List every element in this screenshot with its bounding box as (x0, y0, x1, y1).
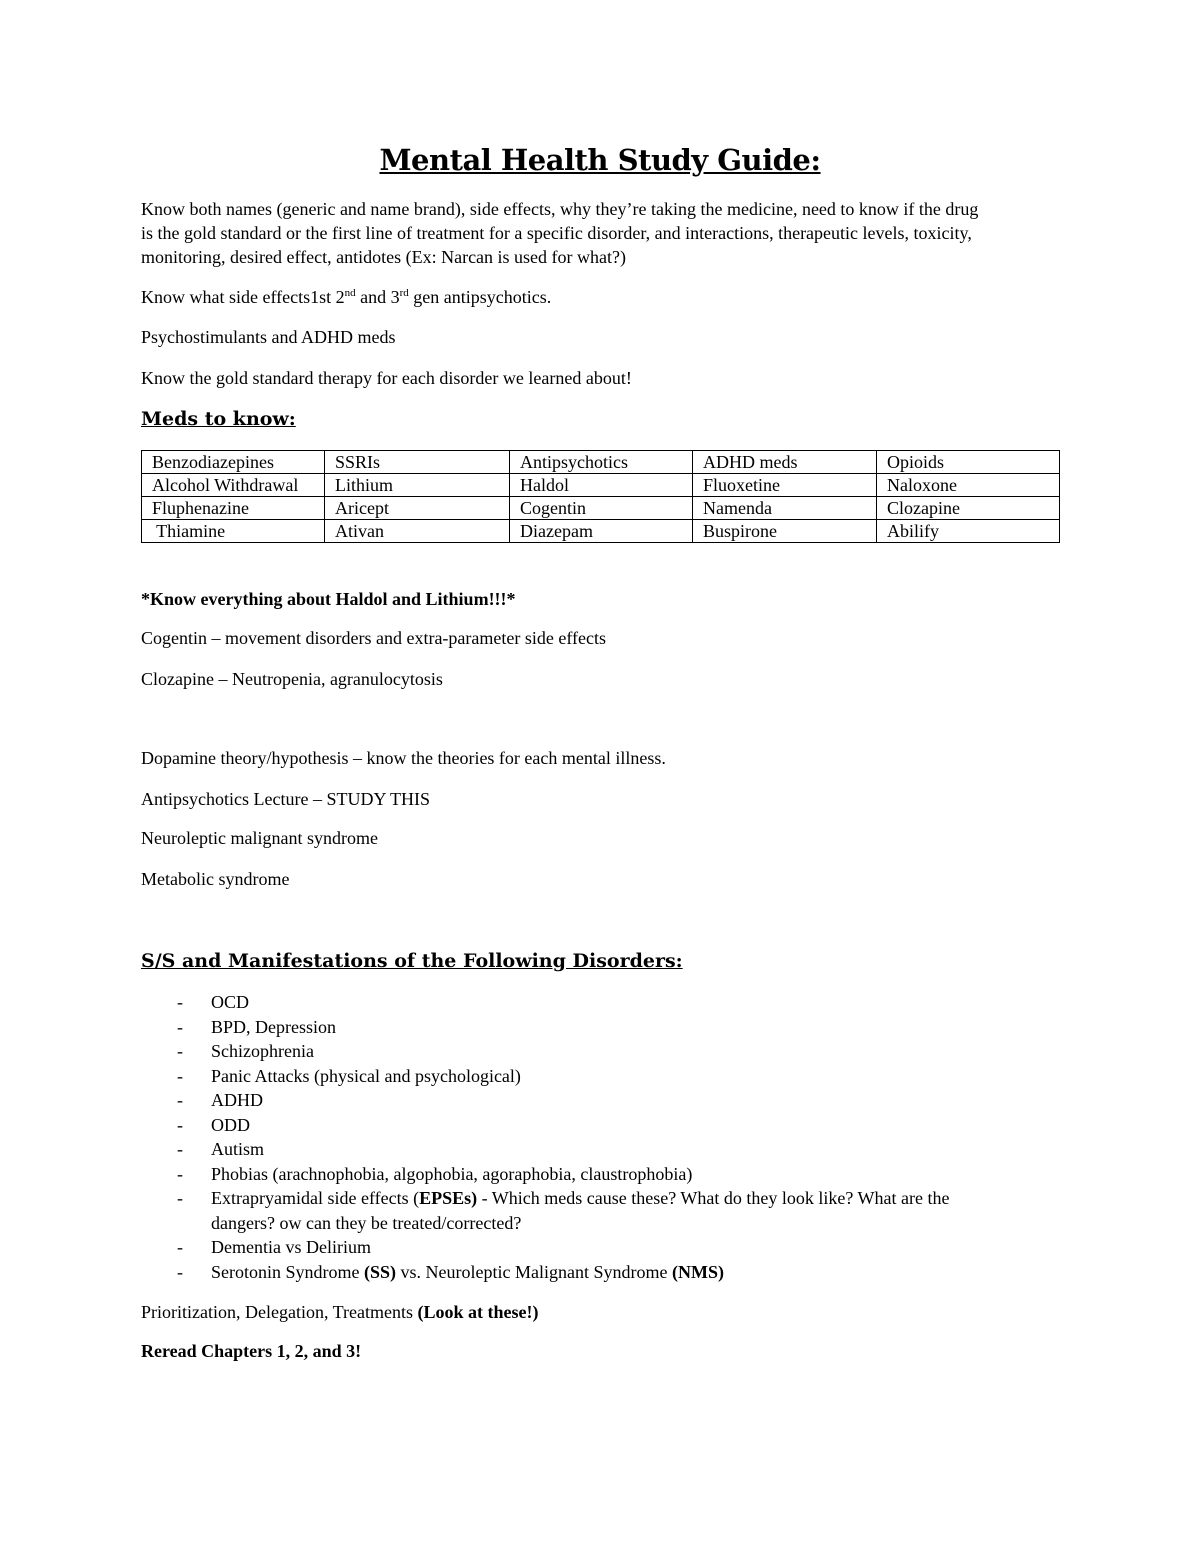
antipsychotics-note: Antipsychotics Lecture – STUDY THIS (141, 789, 430, 809)
list-item-text: Extrapryamidal side effects ( (211, 1188, 420, 1208)
list-item-text: ADHD (211, 1090, 263, 1110)
bullet-dash: - (177, 1261, 183, 1282)
intro-line-3: monitoring, desired effect, antidotes (Ex: Narcan is used for what?) (141, 247, 627, 267)
list-item (141, 1186, 1041, 1235)
table-cell: Antipsychotics (510, 451, 693, 474)
disorders-heading: S/S and Manifestations of the Following Disorders: (141, 950, 683, 972)
ss-bold: (SS) (364, 1261, 397, 1282)
table-cell: Clozapine (877, 497, 1060, 520)
table-cell: Fluoxetine (693, 474, 877, 497)
bullet-dash: - (177, 1139, 183, 1159)
list-item (141, 1039, 1041, 1064)
side-effects-prefix: Know what side effects1st 2 (141, 287, 345, 307)
table-cell: Naloxone (877, 474, 1060, 497)
table-cell: Aricept (325, 497, 510, 520)
superscript-rd: rd (399, 287, 409, 299)
intro-line-2: is the gold standard or the first line of treatment for a specific disorder, and interactions, therapeutic levels, toxicity, (141, 223, 972, 243)
epses-bold: EPSEs) (419, 1188, 478, 1208)
table-cell: ADHD meds (693, 451, 877, 474)
meds-heading: Meds to know: (141, 408, 296, 430)
table-cell: Thiamine (142, 520, 325, 543)
nms-note: Neuroleptic malignant syndrome (141, 828, 378, 848)
list-item-text: Schizophrenia (211, 1041, 314, 1061)
table-row (142, 451, 1060, 474)
list-item-text: dangers? ow can they be treated/corrected? (211, 1212, 522, 1233)
metabolic-note: Metabolic syndrome (141, 869, 290, 889)
intro-paragraph (141, 197, 1071, 269)
list-item (141, 1162, 1041, 1187)
list-item-text: BPD, Depression (211, 1016, 336, 1037)
know-everything-note: *Know everything about Haldol and Lithium!!!* (141, 589, 516, 609)
page-title: Mental Health Study Guide: (379, 143, 821, 177)
list-item (141, 1064, 1041, 1089)
prioritization-bold: (Look at these!) (417, 1302, 539, 1322)
table-cell: Cogentin (510, 497, 693, 520)
list-item-text: ODD (211, 1114, 250, 1135)
list-item (141, 1088, 1041, 1113)
list-item-text: Autism (211, 1139, 265, 1159)
psychostimulants-line: Psychostimulants and ADHD meds (141, 327, 396, 347)
gold-standard-line: Know the gold standard therapy for each disorder we learned about! (141, 368, 632, 388)
cogentin-note: Cogentin – movement disorders and extra-parameter side effects (141, 628, 607, 648)
intro-line-1: Know both names (generic and name brand), side effects, why they’re taking the medicine, need to know if the drug (141, 199, 979, 219)
disorders-list (141, 990, 1041, 1284)
table-cell: Opioids (877, 451, 1060, 474)
prioritization-line (141, 1301, 538, 1323)
list-item (141, 1235, 1041, 1260)
side-effects-line (141, 286, 551, 308)
meds-table (141, 450, 1060, 543)
prioritization-text: Prioritization, Delegation, Treatments (141, 1302, 418, 1322)
clozapine-note: Clozapine – Neutropenia, agranulocytosis (141, 669, 443, 689)
list-item (141, 1260, 1041, 1285)
list-item-text: - Which meds cause these? What do they look like? What are the (477, 1188, 950, 1208)
table-cell: Lithium (325, 474, 510, 497)
bullet-dash: - (177, 1188, 183, 1208)
nms-bold: (NMS) (671, 1261, 724, 1282)
list-item (141, 1113, 1041, 1138)
table-cell: Ativan (325, 520, 510, 543)
dopamine-note: Dopamine theory/hypothesis – know the theories for each mental illness. (141, 748, 666, 768)
bullet-dash: - (177, 1114, 183, 1135)
bullet-dash: - (177, 1163, 183, 1184)
superscript-nd: nd (344, 287, 356, 299)
bullet-dash: - (177, 1237, 183, 1257)
table-row (142, 474, 1060, 497)
list-item (141, 1137, 1041, 1162)
table-cell: Diazepam (510, 520, 693, 543)
list-item-text: OCD (211, 992, 250, 1012)
table-cell: SSRIs (325, 451, 510, 474)
table-cell: Alcohol Withdrawal (142, 474, 325, 497)
list-item-text: Dementia vs Delirium (211, 1237, 371, 1257)
bullet-dash: - (177, 1016, 183, 1037)
bullet-dash: - (177, 1041, 183, 1061)
table-row (142, 497, 1060, 520)
table-cell: Benzodiazepines (142, 451, 325, 474)
table-row (142, 520, 1060, 543)
side-effects-middle: and 3 (355, 287, 400, 307)
table-cell: Abilify (877, 520, 1060, 543)
list-item-text: Serotonin Syndrome (211, 1261, 364, 1282)
reread-note: Reread Chapters 1, 2, and 3! (141, 1341, 362, 1361)
bullet-dash: - (177, 1090, 183, 1110)
list-item-text: vs. Neuroleptic Malignant Syndrome (396, 1261, 672, 1282)
table-cell: Buspirone (693, 520, 877, 543)
table-cell: Fluphenazine (142, 497, 325, 520)
bullet-dash: - (177, 992, 183, 1012)
table-cell: Namenda (693, 497, 877, 520)
list-item (141, 1015, 1041, 1040)
bullet-dash: - (177, 1065, 183, 1086)
side-effects-suffix: gen antipsychotics. (408, 287, 552, 307)
list-item-text: Phobias (arachnophobia, algophobia, agoraphobia, claustrophobia) (211, 1163, 693, 1184)
list-item (141, 990, 1041, 1015)
table-cell: Haldol (510, 474, 693, 497)
list-item-text: Panic Attacks (physical and psychological) (211, 1065, 521, 1086)
